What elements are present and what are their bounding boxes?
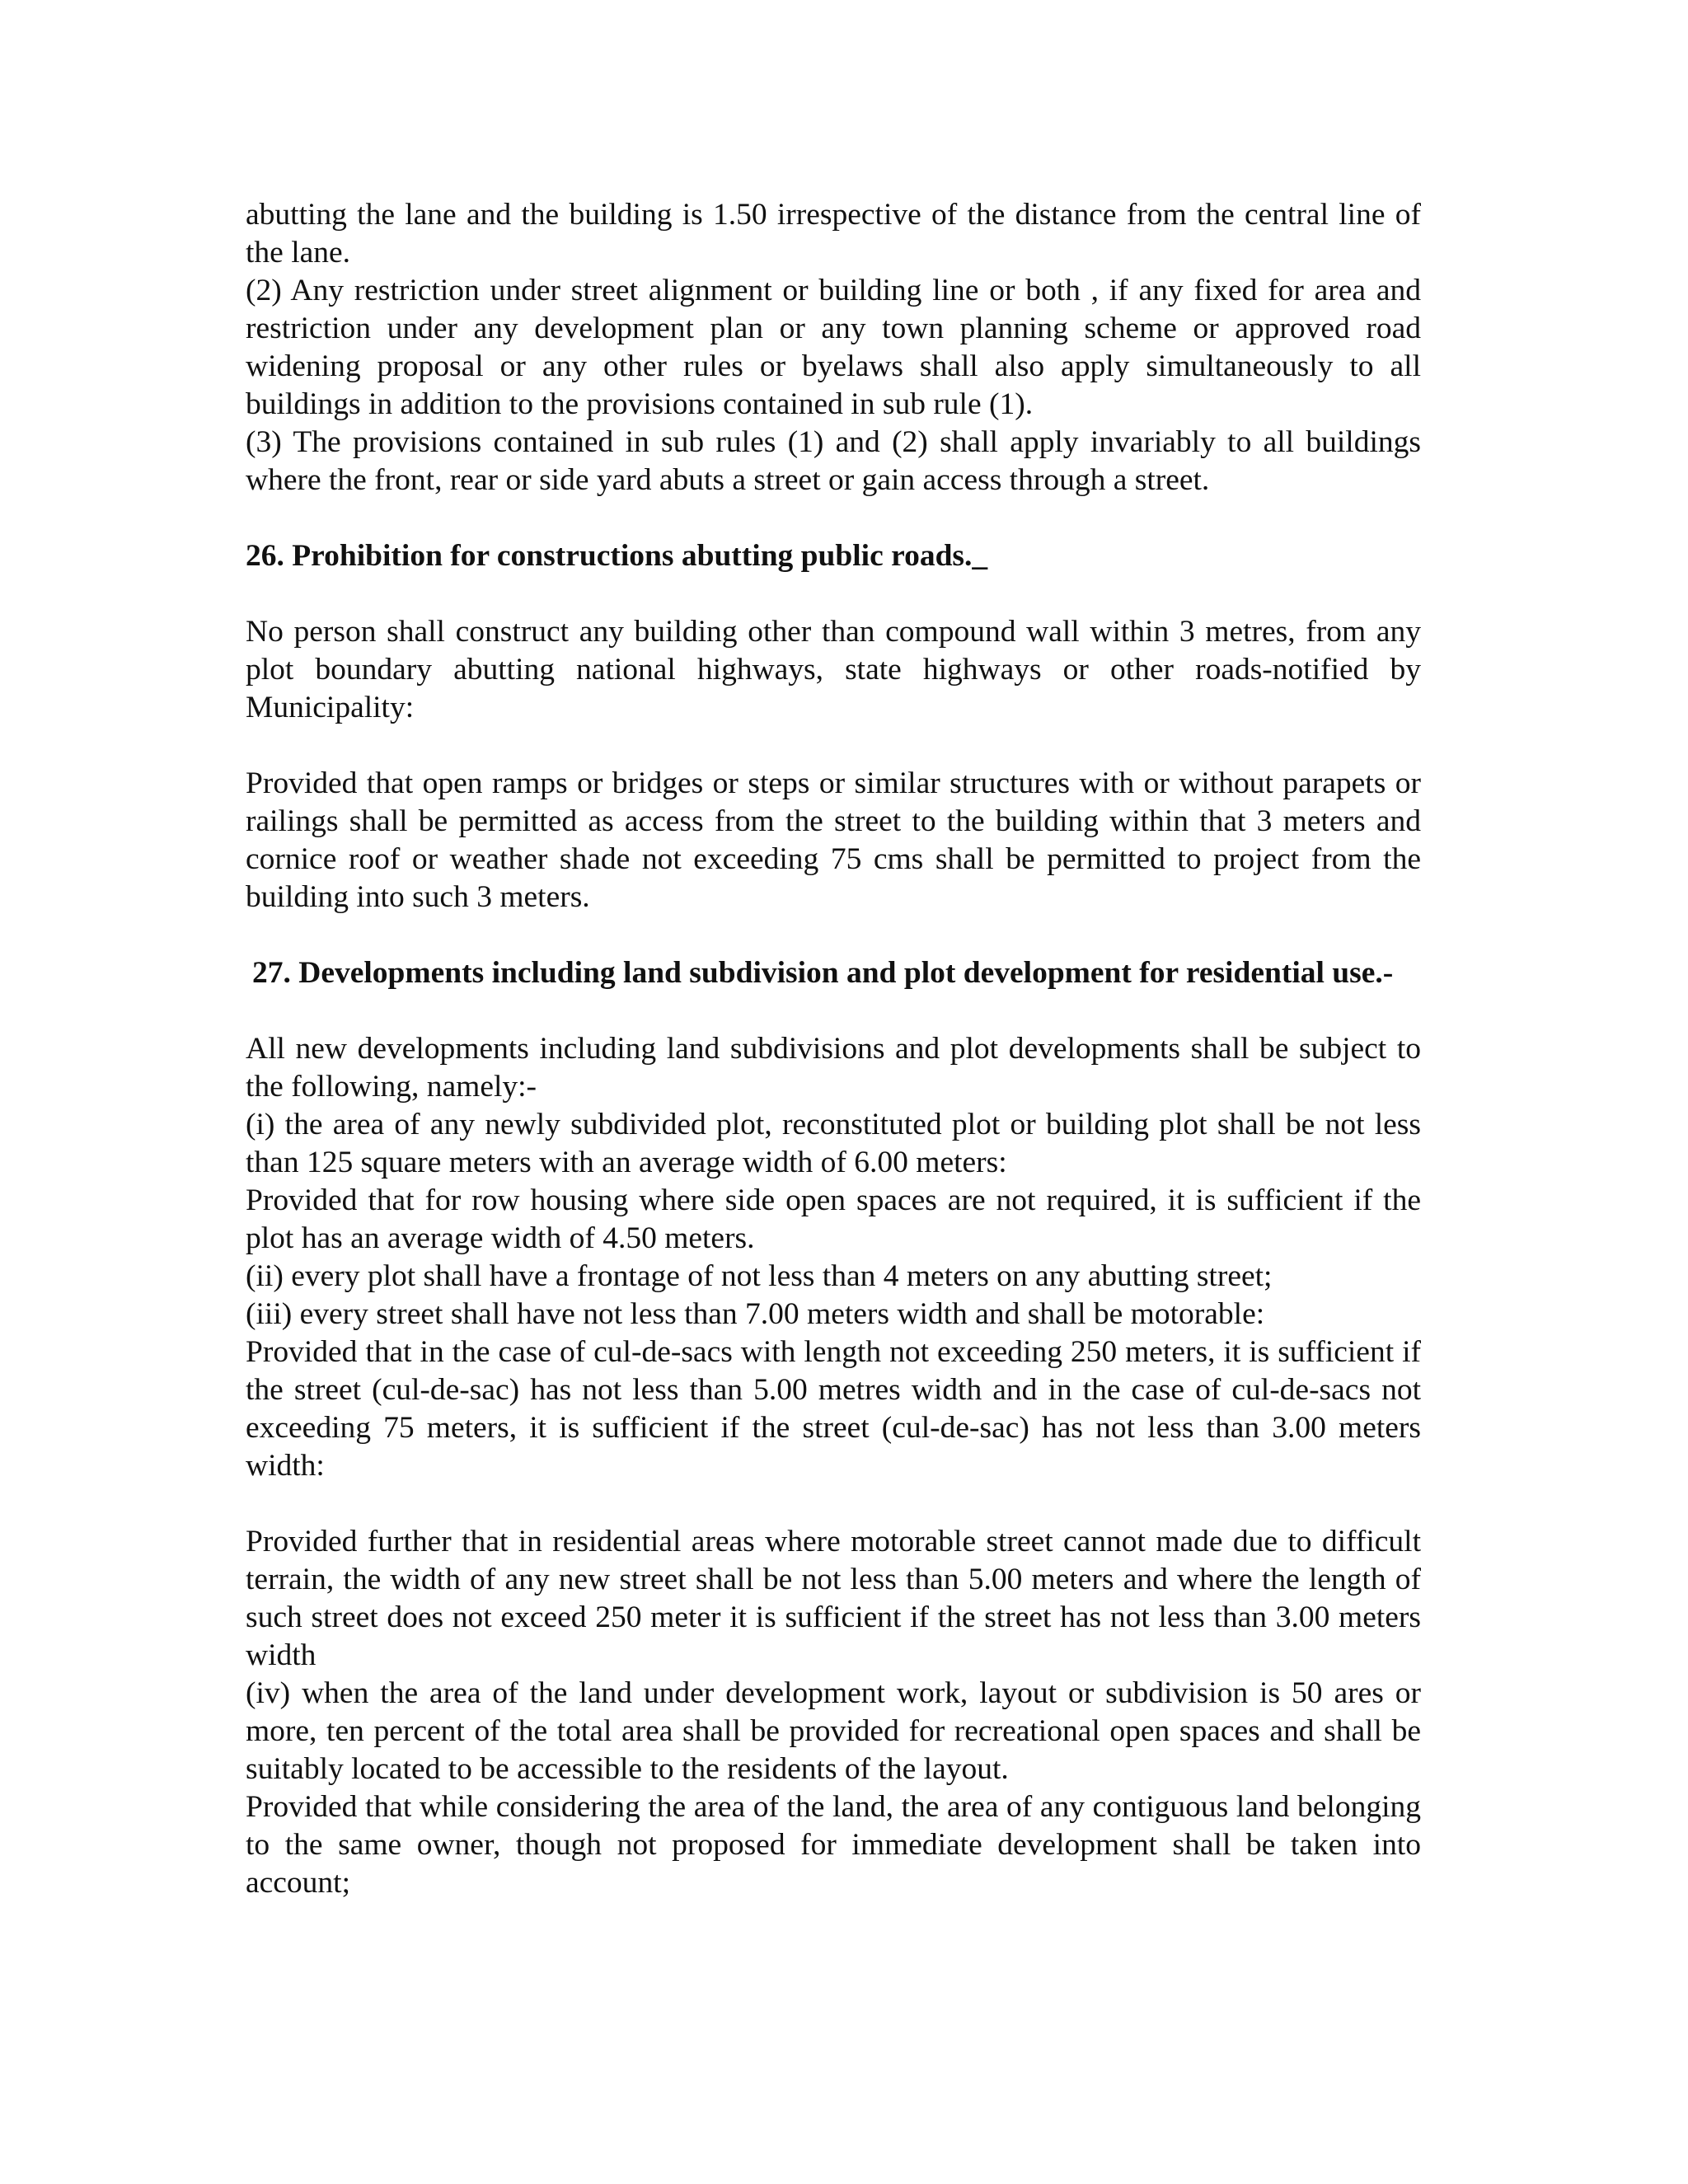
section-26-proviso: Provided that open ramps or bridges or steps or similar structures with or without parapets or railings shall be permitted as access from the street to the building within that 3 meters and cornice roof or weather shade not exceeding 75 cms shall be permitted to project from the building into such 3 meters. xyxy=(246,766,1421,914)
section-27-item-iii-proviso-further: Provided further that in residential areas where motorable street cannot made due to difficult terrain, the width of any new street shall be not less than 5.00 meters and where the length of such street does not exceed 250 meter it is sufficient if the street has not less than 3.00 meters width xyxy=(246,1525,1421,1672)
sub-rule-2-paragraph: (2) Any restriction under street alignment or building line or both , if any fixed for area and restriction under any development plan or any town planning scheme or approved road widening proposal or any other rules or byelaws shall also apply simultaneously to all buildings in addition to the provisions contained in sub rule (1). xyxy=(246,274,1421,421)
sub-rule-3-paragraph: (3) The provisions contained in sub rules (1) and (2) shall apply invariably to all buildings where the front, rear or side yard abuts a street or gain access through a street. xyxy=(246,425,1421,497)
section-27-item-i-proviso: Provided that for row housing where side open spaces are not required, it is sufficient if the plot has an average width of 4.50 meters. xyxy=(246,1183,1421,1255)
document-page xyxy=(246,196,1421,1902)
section-27-item-iii-proviso: Provided that in the case of cul-de-sacs with length not exceeding 250 meters, it is sufficient if the street (cul-de-sac) has not less than 5.00 metres width and in the case of cul-de-sacs not exceeding 75 meters, it is sufficient if the street (cul-de-sac) has not less than 3.00 meters width: xyxy=(246,1335,1421,1483)
section-27-item-iv-proviso: Provided that while considering the area of the land, the area of any contiguous land belonging to the same owner, though not proposed for immediate development shall be taken into account; xyxy=(246,1790,1421,1900)
section-27-heading: 27. Developments including land subdivision and plot development for residential use.- xyxy=(252,956,1394,990)
spacer xyxy=(246,575,1421,613)
spacer xyxy=(246,1485,1421,1523)
section-27-item-iii: (iii) every street shall have not less than 7.00 meters width and shall be motorable: xyxy=(246,1297,1265,1331)
section-27-item-i: (i) the area of any newly subdivided plot, reconstituted plot or building plot shall be not less than 125 square meters with an average width of 6.00 meters: xyxy=(246,1108,1421,1179)
spacer xyxy=(246,992,1421,1030)
section-27-intro: All new developments including land subdivisions and plot developments shall be subject to the following, namely:- xyxy=(246,1032,1421,1104)
section-26-paragraph: No person shall construct any building other than compound wall within 3 metres, from any plot boundary abutting national highways, state highways or other roads-notified by Municipality: xyxy=(246,615,1421,724)
section-26-heading: 26. Prohibition for constructions abutting public roads._ xyxy=(246,539,988,573)
intro-continuation-paragraph: abutting the lane and the building is 1.50 irrespective of the distance from the central line of the lane. xyxy=(246,198,1421,269)
spacer xyxy=(246,727,1421,765)
spacer xyxy=(246,499,1421,537)
spacer xyxy=(246,916,1421,954)
section-27-item-iv: (iv) when the area of the land under development work, layout or subdivision is 50 ares or more, ten percent of the total area shall be provided for recreational open spaces and shall be suitably located to be accessible to the residents of the layout. xyxy=(246,1676,1421,1786)
section-27-item-ii: (ii) every plot shall have a frontage of not less than 4 meters on any abutting street; xyxy=(246,1259,1273,1293)
